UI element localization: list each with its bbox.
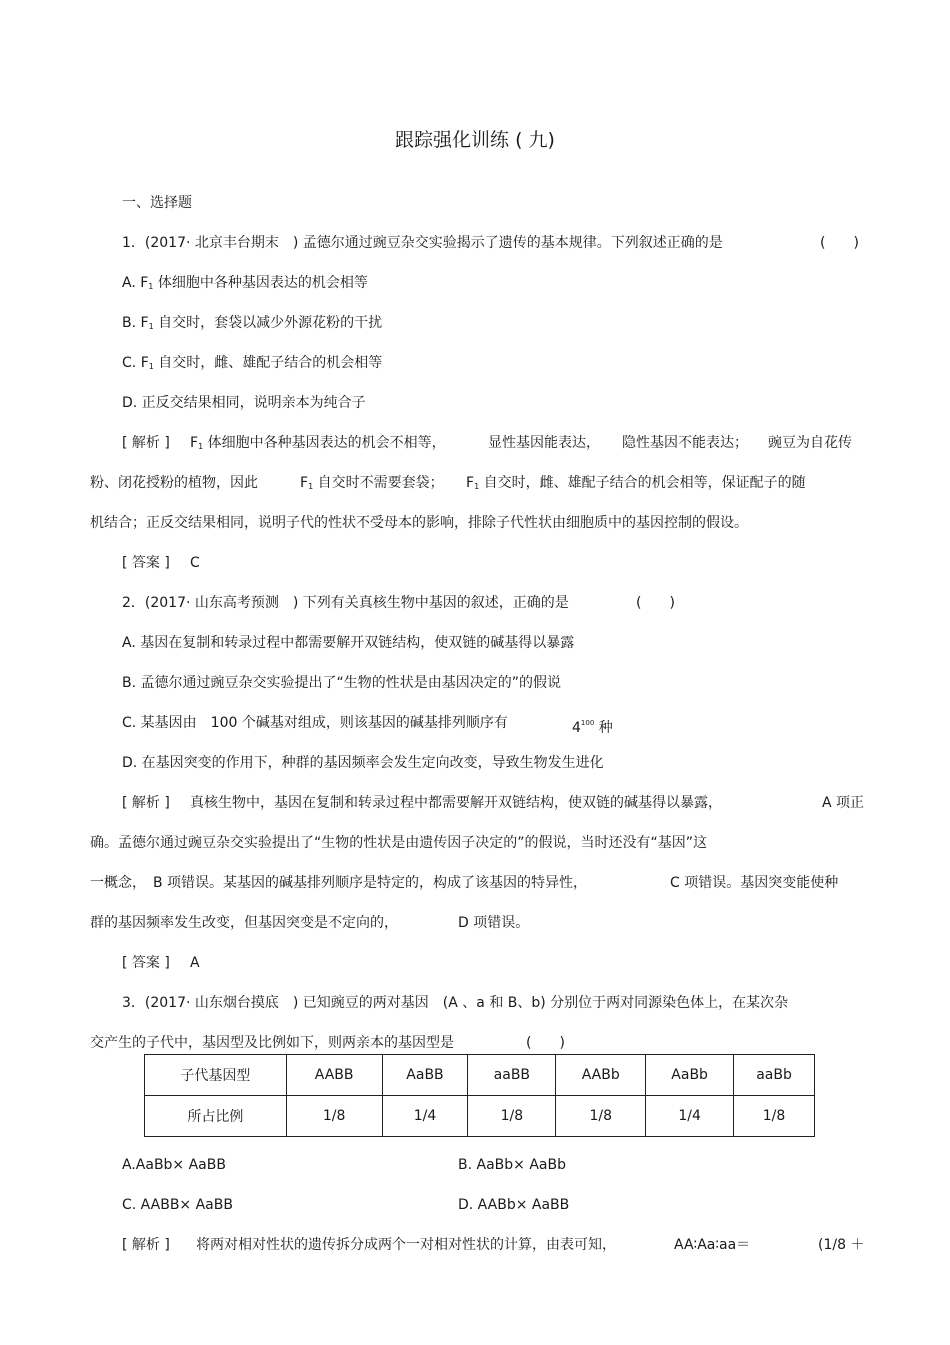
- q2-option-d: D. 在基因突变的作用下，种群的基因频率会发生定向改变，导致生物发生进化: [122, 755, 604, 771]
- q3-option-a: A.AaBb× AaBB: [122, 1157, 226, 1173]
- q3-stem-line1: 3．(2017· 山东烟台摸底 ) 已知豌豆的两对基因 (A 、a 和 B、b) 分别位于两对同源染色体上，在某次杂: [122, 995, 789, 1011]
- q1-explanation-line1a: $F_1$ 体细胞中各种基因表达的机会不相等，: [190, 435, 446, 451]
- q3-explanation-label: [ 解析 ]: [122, 1237, 170, 1253]
- q2-answer-label: [ 答案 ]: [122, 955, 170, 971]
- q1-explanation-line2a: 粉、闭花授粉的植物，因此: [90, 475, 258, 491]
- q3-option-b: B. AaBb× AaBb: [458, 1157, 566, 1173]
- q1-explanation-line3: 机结合；正反交结果相同，说明子代的性状不受母本的影响，排除子代性状由细胞质中的基因控制的假设。: [90, 515, 748, 531]
- table-cell: aaBB: [468, 1055, 556, 1096]
- q3-option-c: C. AABB× AaBB: [122, 1197, 233, 1213]
- q1-explanation-line2b: $F_1$ 自交时不需要套袋；: [300, 475, 444, 491]
- q1-explanation-line2c: $F_1$ 自交时，雌、雄配子结合的机会相等，保证配子的随: [466, 475, 806, 491]
- q1-explanation-line1b: 显性基因能表达，: [488, 435, 600, 451]
- q3-explanation-line1b: AA∶Aa∶aa＝: [674, 1237, 751, 1253]
- table-cell: 1/4: [646, 1096, 734, 1137]
- section-heading: 一、选择题: [122, 195, 192, 211]
- q2-explanation-line4a: 群的基因频率发生改变，但基因突变是不定向的，: [90, 915, 398, 931]
- table-cell: 1/8: [734, 1096, 815, 1137]
- q2-stem: 2．(2017· 山东高考预测 ) 下列有关真核生物中基因的叙述，正确的是: [122, 595, 569, 611]
- page-title: 跟踪强化训练 ( 九): [395, 129, 555, 151]
- q2-explanation-line1b: A 项正: [822, 795, 865, 811]
- q2-option-b: B. 孟德尔通过豌豆杂交实验提出了“生物的性状是由基因决定的”的假说: [122, 675, 562, 691]
- table-cell: AABb: [556, 1055, 646, 1096]
- q2-explanation-line1a: 真核生物中，基因在复制和转录过程中都需要解开双链结构，使双链的碱基得以暴露，: [190, 795, 722, 811]
- q1-stem: 1．(2017· 北京丰台期末 ) 孟德尔通过豌豆杂交实验揭示了遗传的基本规律。下列叙述正确的是: [122, 235, 723, 251]
- q2-option-a: A. 基因在复制和转录过程中都需要解开双链结构，使双链的碱基得以暴露: [122, 635, 575, 651]
- q2-explanation-label: [ 解析 ]: [122, 795, 170, 811]
- q1-explanation-label: [ 解析 ]: [122, 435, 170, 451]
- q3-answer-paren: ( ): [526, 1035, 565, 1051]
- q2-option-c: C. 某基因由 100 个碱基对组成，则该基因的碱基排列顺序有: [122, 715, 508, 731]
- table-cell: AABB: [286, 1055, 382, 1096]
- q3-explanation-line1a: 将两对相对性状的遗传拆分成两个一对相对性状的计算，由表可知，: [196, 1237, 616, 1253]
- q1-option-a: A. $F_1$ 体细胞中各种基因表达的机会相等: [122, 275, 368, 291]
- table-cell: AaBB: [382, 1055, 468, 1096]
- q2-explanation-line3b: C 项错误。基因突变能使种: [670, 875, 839, 891]
- q1-answer-paren: ( ): [820, 235, 859, 251]
- q3-stem-line2: 交产生的子代中，基因型及比例如下，则两亲本的基因型是: [90, 1035, 454, 1051]
- q1-answer-value: C: [190, 555, 200, 571]
- q2-explanation-line2: 确。孟德尔通过豌豆杂交实验提出了“生物的性状是由遗传因子决定的”的假说，当时还没有“基因”这: [90, 835, 708, 851]
- table-row: [145, 1055, 815, 1096]
- table-cell: aaBb: [734, 1055, 815, 1096]
- table-cell: 1/8: [286, 1096, 382, 1137]
- q1-option-d: D. 正反交结果相同，说明亲本为纯合子: [122, 395, 366, 411]
- q3-option-d: D. AABb× AaBB: [458, 1197, 570, 1213]
- table-header-cell: 子代基因型: [145, 1055, 287, 1096]
- q1-explanation-line1d: 豌豆为自花传: [768, 435, 852, 451]
- q3-explanation-line1c: (1/8 ＋: [818, 1237, 865, 1253]
- table-cell: 1/8: [468, 1096, 556, 1137]
- q1-option-b: B. $F_1$ 自交时，套袋以减少外源花粉的干扰: [122, 315, 383, 331]
- q1-option-c: C. $F_1$ 自交时，雌、雄配子结合的机会相等: [122, 355, 383, 371]
- q2-explanation-line3a: 一概念， B 项错误。某基因的碱基排列顺序是特定的，构成了该基因的特异性，: [90, 875, 588, 891]
- q2-answer-value: A: [190, 955, 200, 971]
- q1-explanation-line1c: 隐性基因不能表达；: [622, 435, 748, 451]
- table-cell: 1/8: [556, 1096, 646, 1137]
- table-cell: AaBb: [646, 1055, 734, 1096]
- q2-explanation-line4b: D 项错误。: [458, 915, 530, 931]
- table-cell: 1/4: [382, 1096, 468, 1137]
- q1-answer-label: [ 答案 ]: [122, 555, 170, 571]
- q2-answer-paren: ( ): [636, 595, 675, 611]
- q2-option-c-formula: $4^{100}$ 种: [572, 719, 613, 736]
- table-header-cell: 所占比例: [145, 1096, 287, 1137]
- genotype-table: [144, 1054, 815, 1137]
- table-row: [145, 1096, 815, 1137]
